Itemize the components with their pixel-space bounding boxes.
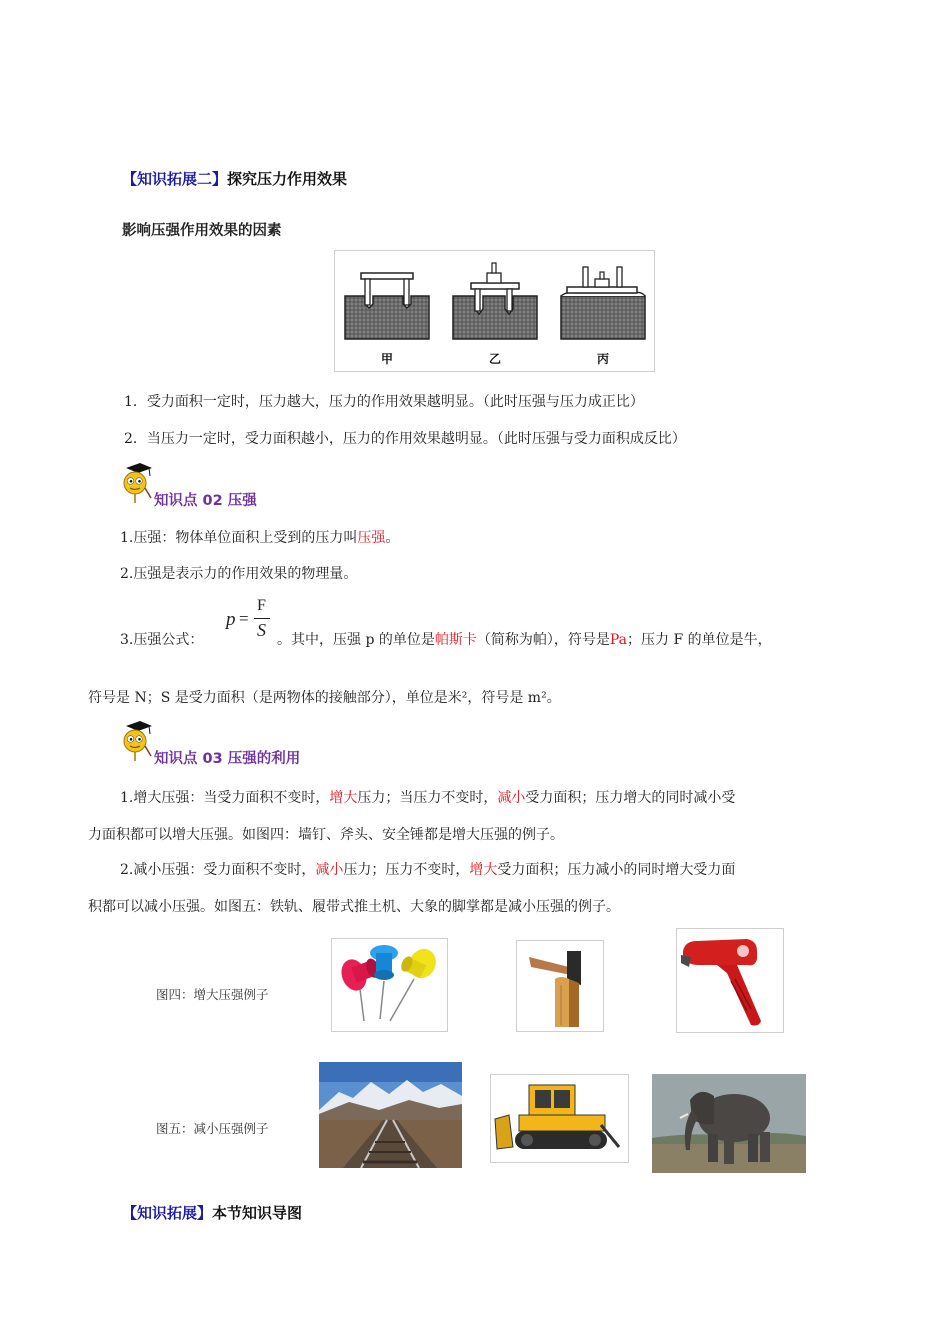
bulldozer-image [490,1074,629,1163]
kp02-item3-line2: 符号是 N；S 是受力面积（是两物体的接触部分），单位是米²，符号是 m²。 [88,690,561,706]
knowledge-map-header [122,1202,302,1223]
experiment-jia [345,273,429,339]
formula-fraction-bar [254,618,270,619]
kp03-dec-text-c: 受力面积；压力减小的同时增大受力面 [497,862,736,878]
kp03-dec-term2: 增大 [469,862,498,878]
kp03-inc-term1: 增大 [329,790,358,806]
knowledge-map-title: 本节知识导图 [212,1204,303,1222]
section-header [122,168,347,189]
kp02-unit-name: 帕斯卡 [434,632,477,648]
kp02-item3 [277,630,772,650]
kp02-item3-text-b: （简称为帕），符号是 [476,632,610,648]
graduate-mascot-icon [118,462,154,504]
graduate-mascot-icon [118,720,154,762]
railway-image [319,1062,462,1168]
label-yi: 乙 [488,352,502,366]
kp03-inc-text-a: 1.增大压强：当受力面积不变时， [120,790,330,806]
knowledge-map-tag: 【知识拓展】 [122,1204,213,1222]
experiment-illustration [335,251,654,371]
kp03-inc-text-c: 受力面积；压力增大的同时减小受 [525,790,736,806]
pressure-formula [224,598,276,648]
kp03-dec-text-b: 压力；压力不变时， [343,862,470,878]
experiment-bing [561,267,645,339]
formula-p: p [226,609,236,630]
kp02-item3-text-a: 。其中，压强 p 的单位是 [277,632,435,648]
kp03-dec-term1: 减小 [315,862,344,878]
kp02-item1-term: 压强 [357,530,386,546]
safety-hammer-image [676,928,784,1033]
kp02-item3-label: 3.压强公式： [120,632,204,648]
kp03-dec-text-a: 2.减小压强：受力面积不变时， [120,862,316,878]
pushpins-image [331,938,448,1032]
label-bing: 丙 [596,352,610,366]
pressure-experiment-figure [334,250,655,372]
kp03-increase-line2: 力面积都可以增大压强。如图四：墙钉、斧头、安全锤都是增大压强的例子。 [88,827,564,843]
fig4-caption: 图四：增大压强例子 [156,987,269,1002]
rule-1: 1．受力面积一定时，压力越大，压力的作用效果越明显。（此时压强与压力成正比） [124,394,644,410]
kp03-decrease-line1 [120,860,735,880]
axe-image [516,940,604,1032]
elephant-image [652,1074,806,1173]
section-title: 探究压力作用效果 [227,170,348,188]
experiment-yi [453,263,537,339]
formula-denominator: S [257,620,266,640]
label-jia: 甲 [380,352,394,366]
section-tag: 【知识拓展二】 [122,170,228,188]
kp02-item2: 2.压强是表示力的作用效果的物理量。 [120,566,358,582]
kp03-decrease-line2: 积都可以减小压强。如图五：铁轨、履带式推土机、大象的脚掌都是减小压强的例子。 [88,899,620,915]
kp02-item1-text: 1.压强：物体单位面积上受到的压力叫 [120,530,358,546]
kp03-increase-line1 [120,788,735,808]
formula-equals: = [239,609,249,628]
kp02-item1-end: 。 [385,530,400,546]
kp02-item1 [120,528,399,548]
formula-numerator: F [257,597,266,614]
kp03-inc-text-b: 压力；当压力不变时， [357,790,498,806]
rule-2: 2．当压力一定时，受力面积越小，压力的作用效果越明显。（此时压强与受力面积成反比） [124,431,686,447]
factors-heading: 影响压强作用效果的因素 [122,223,282,239]
kp02-item3-text-c: ；压力 F 的单位是牛， [627,632,772,648]
fig5-caption: 图五：减小压强例子 [156,1121,269,1136]
kp02-title: 知识点 02 压强 [154,493,257,509]
kp02-unit-symbol: Pa [609,632,628,648]
kp03-title: 知识点 03 压强的利用 [154,751,301,767]
kp03-inc-term2: 减小 [497,790,526,806]
